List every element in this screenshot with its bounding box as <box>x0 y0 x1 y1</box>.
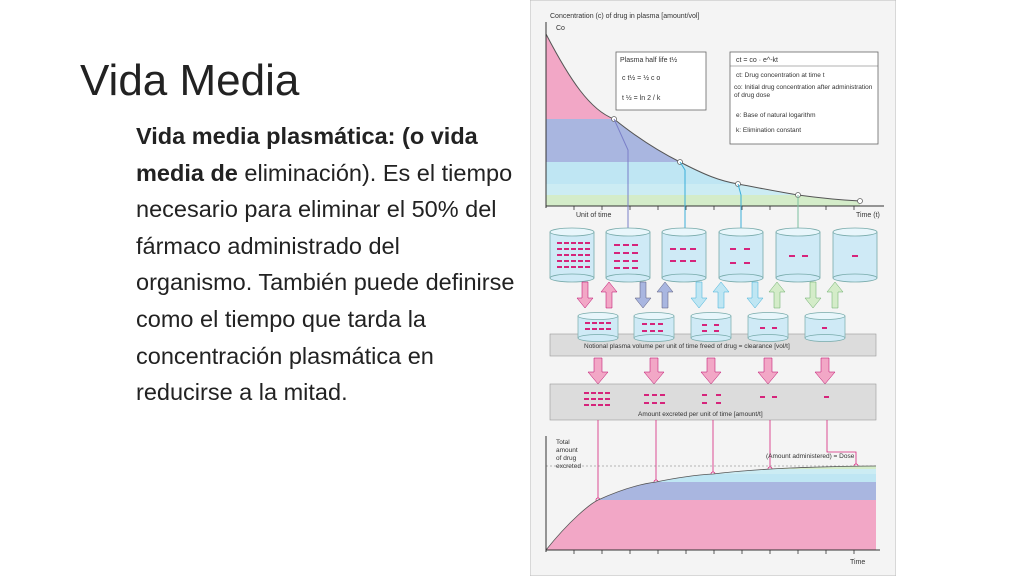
legend-formula: ct = co · e^-kt <box>736 57 778 64</box>
half-life-title: Plasma half life t½ <box>620 57 678 64</box>
body-bold-text: Vida media plasmática: (o vida media de <box>136 123 478 186</box>
slide-body-text <box>136 118 521 411</box>
unit-of-time-label: Unit of time <box>576 212 612 219</box>
clearance-label: Notional plasma volume per unit of time freed of drug = clearance [vol/t] <box>584 343 790 350</box>
svg-text:excreted: excreted <box>556 463 581 470</box>
time-t-label: Time (t) <box>856 212 880 219</box>
c0-label: Co <box>556 25 565 32</box>
dose-label: (Amount administered) = Dose <box>766 453 855 460</box>
small-cylinders <box>578 313 845 342</box>
cylinder-2 <box>606 228 650 282</box>
half-life-box <box>616 52 706 110</box>
half-life-eq2: t ½ = ln 2 / k <box>622 95 661 102</box>
body-normal-text: eliminación). Es el tiempo necesario para eliminar el 50% del fármaco administrado del organismo. También puede definirse como el tiempo que tarda la concentración plasmática en reducirse a la mitad. <box>136 159 515 406</box>
legend-item-k: k: Elimination constant <box>736 127 802 134</box>
legend-item-e: e: Base of natural logarithm <box>736 112 816 119</box>
legend-item-ct: ct: Drug concentration at time t <box>736 72 825 79</box>
svg-text:amount: amount <box>556 447 578 454</box>
legend-item-co: co: Initial drug concentration after administration of drug dose <box>734 84 873 99</box>
cylinder-4 <box>719 228 763 282</box>
slide-title: Vida Media <box>80 56 300 105</box>
svg-text:of drug: of drug <box>556 455 577 462</box>
svg-text:Total: Total <box>556 439 570 446</box>
excreted-label: Amount excreted per unit of time [amount/t] <box>638 411 763 418</box>
formula-legend-box <box>730 52 878 144</box>
bottom-time-label: Time <box>850 559 866 566</box>
top-ylabel: Concentration (c) of drug in plasma [amount/vol] <box>550 13 700 20</box>
cylinder-3 <box>662 228 706 282</box>
pharmacokinetics-figure <box>530 0 896 576</box>
half-life-eq1: c t½ = ½ c o <box>622 75 661 82</box>
cylinder-5 <box>776 228 820 282</box>
